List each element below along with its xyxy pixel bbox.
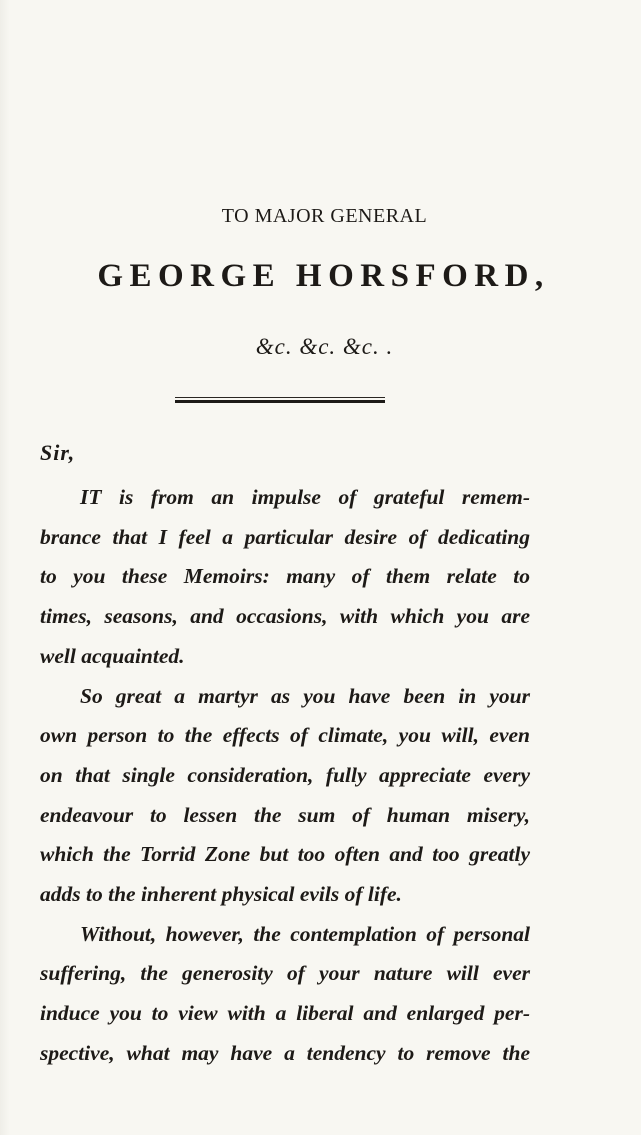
body-line: on that single consideration, fully appreciate every	[40, 762, 530, 787]
body-line: induce you to view with a liberal and enlarged per-	[40, 1001, 530, 1026]
body-line: So great a martyr as you have been in your	[80, 683, 530, 708]
double-rule-divider	[175, 397, 385, 403]
salutation: Sir,	[40, 440, 76, 465]
body-line: endeavour to lessen the sum of human misery,	[40, 802, 530, 827]
body-line: own person to the effects of climate, you will, even	[40, 723, 530, 748]
body-line: brance that I feel a particular desire of dedicating	[40, 524, 530, 549]
body-line: Without, however, the contemplation of personal	[80, 921, 530, 946]
body-line: adds to the inherent physical evils of life.	[40, 882, 402, 907]
dedication-heading: TO MAJOR GENERAL	[221, 205, 428, 227]
thin-rule	[175, 397, 385, 398]
body-line: IT is from an impulse of grateful remem-	[80, 485, 530, 509]
dedicatee-titles: &c. &c. &c. .	[255, 334, 394, 359]
thick-rule	[175, 400, 385, 403]
body-line: well acquainted.	[40, 643, 185, 668]
body-line: spective, what may have a tendency to remove the	[40, 1040, 530, 1065]
body-line: times, seasons, and occasions, with which you are	[40, 604, 530, 629]
body-line: to you these Memoirs: many of them relate to	[40, 564, 530, 589]
body-line: suffering, the generosity of your nature will ever	[40, 961, 530, 986]
dedicatee-name: GEORGE HORSFORD,	[97, 258, 550, 294]
dedication-body	[40, 478, 530, 1074]
body-line: which the Torrid Zone but too often and too greatly	[40, 842, 530, 867]
